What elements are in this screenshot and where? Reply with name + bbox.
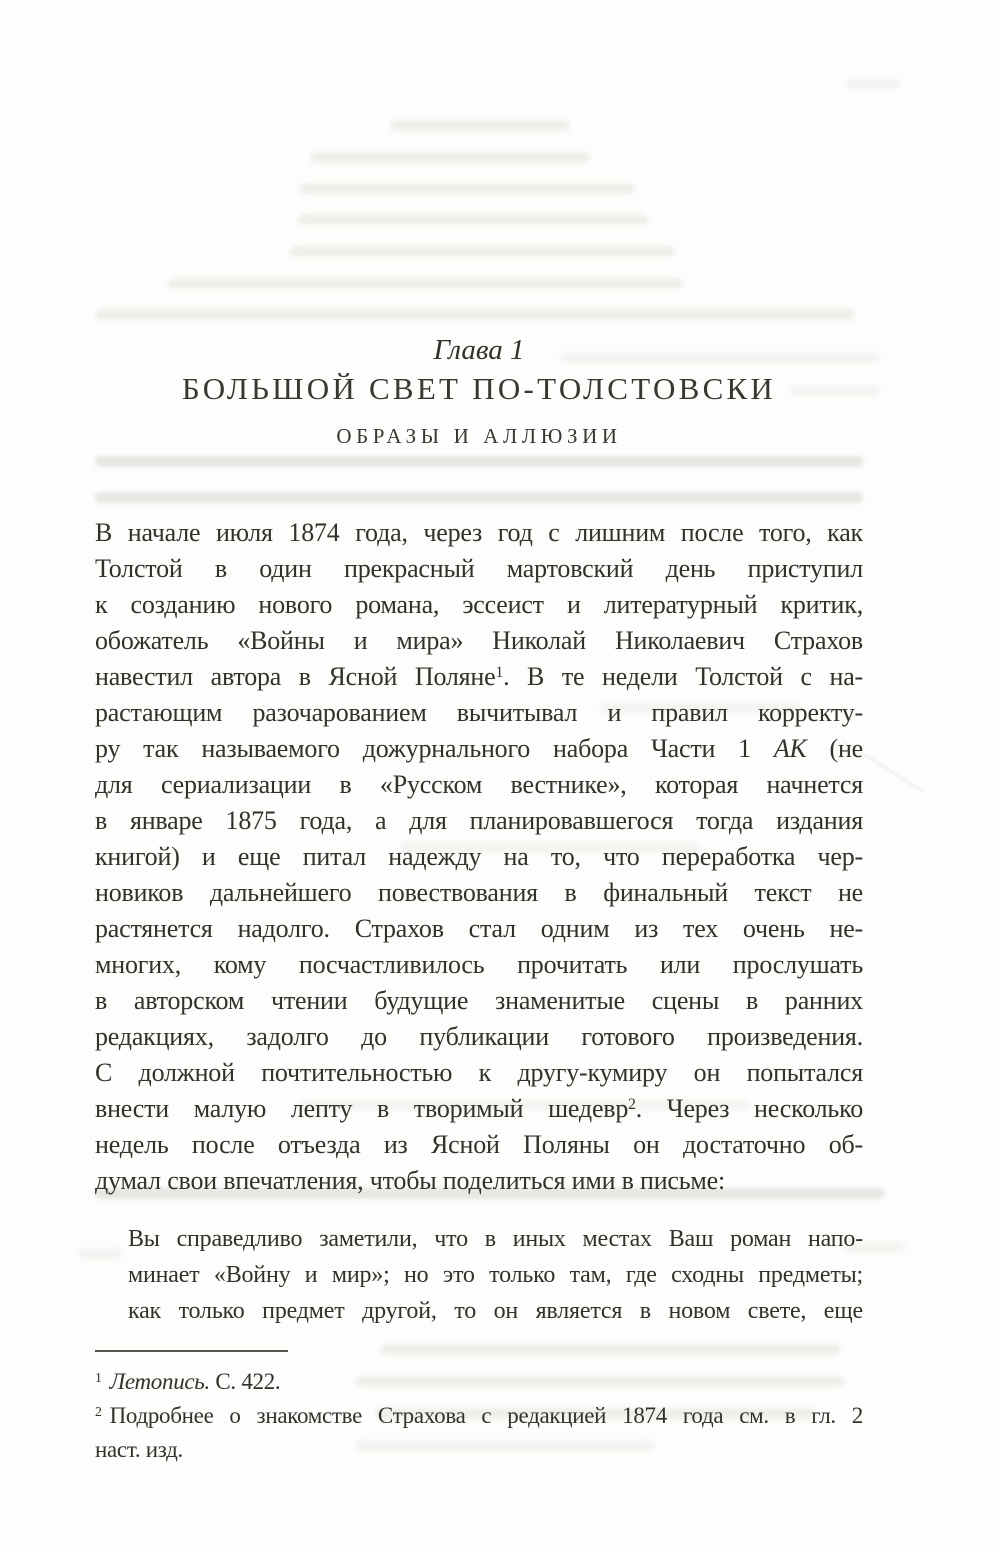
text-line: ру так называемого дожурнального набора Части 1 АК (не xyxy=(95,734,863,763)
text-line: многих, кому посчастливилось прочитать или прослушать xyxy=(95,950,863,979)
footnote-line: наст. изд. xyxy=(95,1437,183,1462)
text-line: в январе 1875 года, а для планировавшегося тогда издания xyxy=(95,806,863,835)
footnote-item xyxy=(95,1399,863,1467)
text-line: для сериализации в «Русском вестнике», которая начнется xyxy=(95,770,863,799)
text-line: С должной почтительностью к другу-кумиру он попытался xyxy=(95,1058,863,1087)
text-line: книгой) и еще питал надежду на то, что переработка чер- xyxy=(95,842,863,871)
text-line: новиков дальнейшего повествования в финальный текст не xyxy=(95,878,863,907)
text-line: Вы справедливо заметили, что в иных местах Ваш роман напо- xyxy=(128,1226,863,1252)
chapter-label: Глава 1 xyxy=(433,334,525,366)
text-line: в авторском чтении будущие знаменитые сцены в ранних xyxy=(95,986,863,1015)
text-line: как только предмет другой, то он является в новом свете, еще xyxy=(128,1298,863,1324)
body-text xyxy=(95,515,863,1199)
page-content xyxy=(95,0,863,1551)
footnote-list xyxy=(95,1365,863,1467)
text-line: Толстой в один прекрасный мартовский день приступил xyxy=(95,554,863,583)
chapter-title: БОЛЬШОЙ СВЕТ ПО-ТОЛСТОВСКИ xyxy=(181,371,777,406)
text-line: минает «Войну и мир»; но это только там, где сходны предметы; xyxy=(128,1262,863,1288)
text-line: В начале июля 1874 года, через год с лишним после того, как xyxy=(95,518,863,547)
footnote-line: $^1$ Летопись. С. 422. xyxy=(95,1369,281,1394)
text-line: думал свои впечатления, чтобы поделиться ими в письме: xyxy=(95,1166,726,1195)
text-line: недель после отъезда из Ясной Поляны он достаточно об- xyxy=(95,1130,863,1159)
footnote-marker: 1 xyxy=(95,1370,102,1386)
footnote-line: $^2$ Подробнее о знакомстве Страхова с редакцией 1874 года см. в гл. 2 xyxy=(95,1403,863,1428)
text-line: внести малую лепту в творимый шедевр$^2$. Через несколько xyxy=(95,1094,863,1123)
text-line: обожатель «Войны и мира» Николай Николаевич Страхов xyxy=(95,626,863,655)
chapter-subtitle: ОБРАЗЫ И АЛЛЮЗИИ xyxy=(336,424,622,448)
footnote-marker: 2 xyxy=(95,1404,102,1420)
text-line: растающим разочарованием вычитывал и правил корректу- xyxy=(95,698,863,727)
footnotes xyxy=(95,1350,863,1467)
text-line: к созданию нового романа, эссеист и литературный критик, xyxy=(95,590,863,619)
text-line: растянется надолго. Страхов стал одним из тех очень не- xyxy=(95,914,863,943)
quote-block xyxy=(128,1221,863,1329)
text-line: навестил автора в Ясной Поляне$^1$. В те недели Толстой с на- xyxy=(95,662,863,691)
footnote-separator xyxy=(95,1350,288,1352)
footnote-item xyxy=(95,1365,863,1399)
text-line: редакциях, задолго до публикации готового произведения. xyxy=(95,1022,863,1051)
